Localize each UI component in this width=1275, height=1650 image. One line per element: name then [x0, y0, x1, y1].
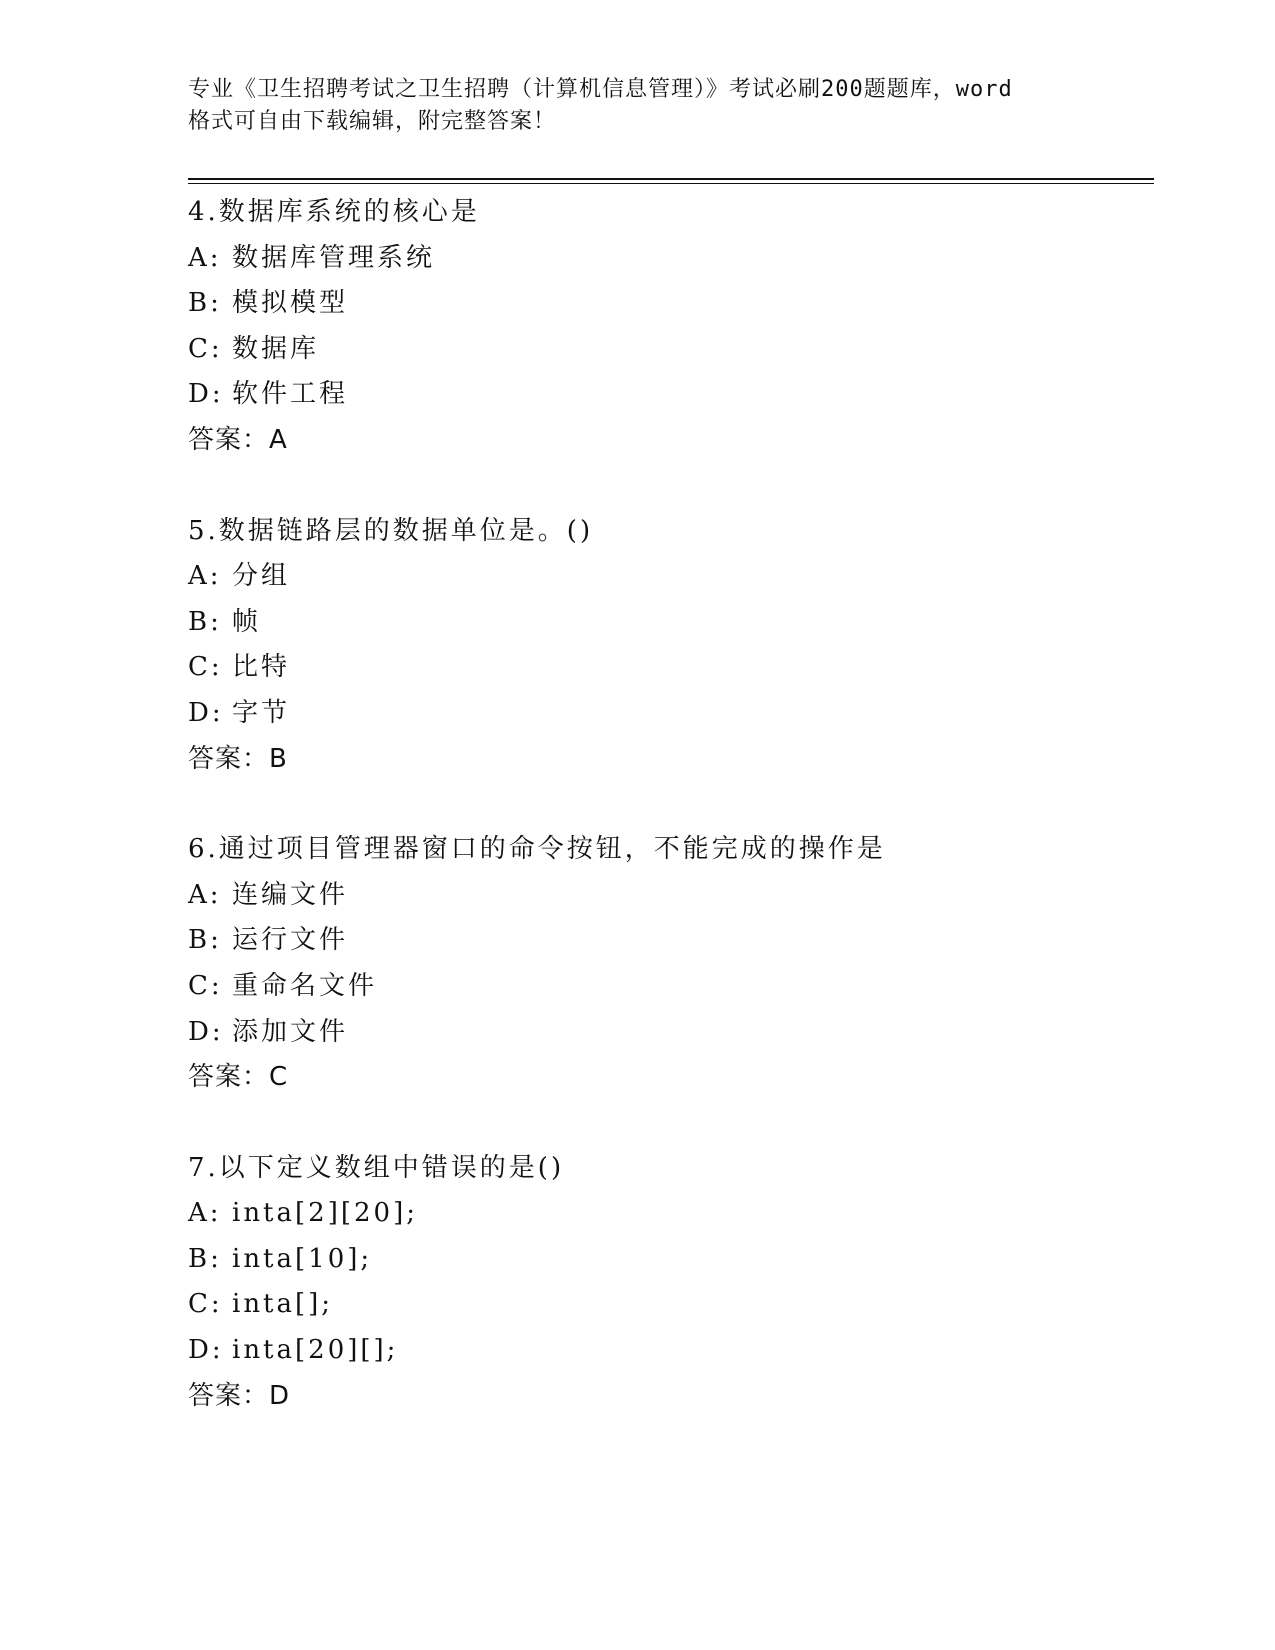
option-text: 重命名文件: [232, 970, 378, 1001]
question-title: 4.数据库系统的核心是: [188, 197, 480, 227]
question-block: [188, 827, 1154, 1101]
option-text: 数据库: [232, 333, 320, 364]
option-b: [188, 281, 1154, 327]
option-key: B:: [188, 288, 222, 319]
option-text: 帧: [232, 606, 262, 637]
option-key: A:: [188, 1198, 222, 1229]
question-title: 5.数据链路层的数据单位是。(): [188, 515, 594, 546]
option-d: [188, 691, 1154, 737]
header-line-1: 专业《卫生招聘考试之卫生招聘（计算机信息管理）》考试必刷200题题库，word: [188, 77, 1013, 102]
option-text: 比特: [232, 652, 291, 683]
option-b: [188, 1237, 1154, 1283]
question-title: 6.通过项目管理器窗口的命令按钮，不能完成的操作是: [188, 834, 886, 865]
option-b: [188, 918, 1154, 964]
option-key: B:: [188, 606, 222, 637]
option-text: 模拟模型: [232, 288, 349, 319]
option-a: [188, 1191, 1154, 1237]
option-key: D:: [188, 1016, 224, 1047]
option-c: [188, 327, 1154, 373]
option-key: B:: [188, 1243, 222, 1274]
option-key: C:: [188, 1289, 223, 1320]
option-c: [188, 645, 1154, 691]
option-c: [188, 1282, 1154, 1328]
header-line-2: 格式可自由下载编辑，附完整答案！: [188, 109, 557, 134]
option-text: 软件工程: [232, 379, 349, 410]
header-divider-thick: [188, 178, 1154, 180]
option-key: A:: [188, 561, 222, 592]
option-text: 字节: [232, 697, 291, 728]
option-key: C:: [188, 333, 223, 364]
answer-line: 答案：A: [188, 424, 288, 455]
option-text: inta[2][20];: [232, 1198, 418, 1229]
question-block: [188, 1146, 1154, 1420]
option-key: C:: [188, 652, 223, 683]
option-text: 添加文件: [232, 1016, 349, 1047]
option-text: 数据库管理系统: [232, 242, 436, 273]
question-block: [188, 509, 1154, 783]
option-text: 运行文件: [232, 925, 349, 956]
option-d: [188, 1328, 1154, 1374]
option-d: [188, 1010, 1154, 1056]
option-key: C:: [188, 970, 223, 1001]
document-header: [188, 74, 1108, 138]
option-key: B:: [188, 925, 222, 956]
question-block: [188, 190, 1154, 464]
answer-line: 答案：B: [188, 743, 288, 774]
question-title: 7.以下定义数组中错误的是(): [188, 1152, 565, 1183]
option-key: A:: [188, 879, 222, 910]
option-text: 分组: [232, 561, 291, 592]
question-list: [188, 190, 1154, 1464]
option-key: D:: [188, 697, 224, 728]
option-text: inta[10];: [232, 1243, 373, 1274]
option-d: [188, 372, 1154, 418]
answer-line: 答案：D: [188, 1380, 291, 1411]
option-c: [188, 964, 1154, 1010]
option-key: D:: [188, 1335, 224, 1366]
option-text: 连编文件: [232, 879, 349, 910]
option-a: [188, 554, 1154, 600]
option-a: [188, 236, 1154, 282]
option-key: A:: [188, 242, 222, 273]
option-text: inta[];: [232, 1289, 334, 1320]
option-text: inta[20][];: [232, 1335, 399, 1366]
option-a: [188, 873, 1154, 919]
option-b: [188, 600, 1154, 646]
header-divider-thin: [188, 183, 1154, 184]
option-key: D:: [188, 379, 224, 410]
answer-line: 答案：C: [188, 1062, 289, 1093]
